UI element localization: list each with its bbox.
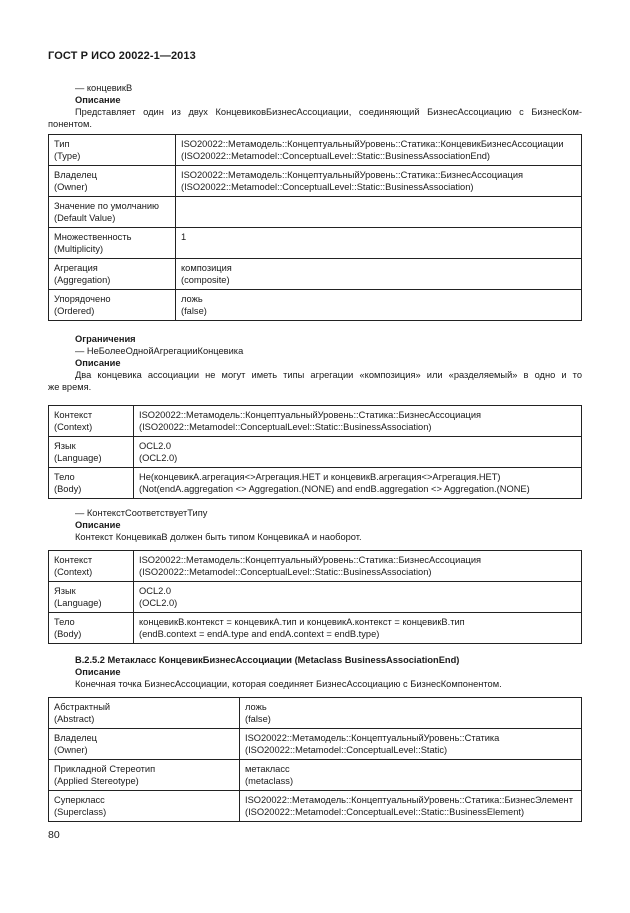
item-title: — концевикВ <box>75 83 133 93</box>
table-row <box>49 791 582 822</box>
table-body <box>49 406 582 499</box>
table-body <box>49 698 582 822</box>
property-value-cell <box>176 259 582 290</box>
property-name-line: Абстрактный <box>54 702 111 712</box>
table-row <box>49 228 582 259</box>
property-value-line: ISO20022::Метамодель::КонцептуальныйУровень::Статика <box>245 733 500 743</box>
property-value-line: композиция <box>181 263 232 273</box>
property-name-cell <box>49 166 176 197</box>
property-name-line: Прикладной Стереотип <box>54 764 156 774</box>
section-end-b <box>48 82 582 130</box>
property-value-line: (metaclass) <box>245 776 294 786</box>
description-text: Конечная точка БизнесАссоциации, которая соединяет БизнесАссоциацию с БизнесКомпонентом. <box>75 679 502 689</box>
property-value-line: (endB.context = endA.type and endA.context = endB.type) <box>139 629 380 639</box>
property-name-cell <box>49 290 176 321</box>
constraints-heading: Ограничения <box>75 334 136 344</box>
property-value-line: (composite) <box>181 275 230 285</box>
property-value-line: OCL2.0 <box>139 441 172 451</box>
property-name-line: (Body) <box>54 629 82 639</box>
description-heading: Описание <box>75 95 121 105</box>
table-row <box>49 406 582 437</box>
property-name-line: Тело <box>54 617 75 627</box>
constraint-table-context <box>48 550 582 644</box>
table-row <box>49 259 582 290</box>
property-value-line <box>181 200 576 212</box>
table-body <box>49 551 582 644</box>
property-name-cell <box>49 406 134 437</box>
property-name-line: (Aggregation) <box>54 275 111 285</box>
property-value-line: ложь <box>181 294 203 304</box>
property-value-cell <box>134 551 582 582</box>
property-name-cell <box>49 729 240 760</box>
section-constraints <box>48 333 582 393</box>
property-name-cell <box>49 197 176 228</box>
property-name-line: (Owner) <box>54 182 88 192</box>
table-row <box>49 166 582 197</box>
property-value-line: ложь <box>245 702 267 712</box>
table-row <box>49 729 582 760</box>
property-name-line: Множественность <box>54 232 132 242</box>
property-name-line: (Context) <box>54 567 93 577</box>
property-name-line: (Context) <box>54 422 93 432</box>
constraint-table-aggregation <box>48 405 582 499</box>
property-name-line: Язык <box>54 586 76 596</box>
property-value-line: (ISO20022::Metamodel::ConceptualLevel::Static::BusinessAssociation) <box>139 422 432 432</box>
property-value-line: (ISO20022::Metamodel::ConceptualLevel::Static) <box>245 745 448 755</box>
property-name-line: (Applied Stereotype) <box>54 776 139 786</box>
property-name-line: Язык <box>54 441 76 451</box>
table-row <box>49 551 582 582</box>
property-value-line: (ISO20022::Metamodel::ConceptualLevel::Static::BusinessElement) <box>245 807 525 817</box>
description-text: Представляет один из двух КонцевиковБизнесАссоциации, соединяющий БизнесАссоциацию с БизнесКом- <box>75 107 582 117</box>
table-row <box>49 290 582 321</box>
property-value-line <box>181 243 576 255</box>
property-name-line: Суперкласс <box>54 795 105 805</box>
table-row <box>49 468 582 499</box>
property-value-line: (false) <box>245 714 271 724</box>
property-value-line: (ISO20022::Metamodel::ConceptualLevel::Static::BusinessAssociation) <box>181 182 474 192</box>
property-name-line: Владелец <box>54 170 98 180</box>
property-value-cell <box>176 135 582 166</box>
property-value-cell <box>134 406 582 437</box>
table-row <box>49 698 582 729</box>
property-value-cell <box>134 582 582 613</box>
property-value-cell <box>240 760 582 791</box>
description-text: понентом. <box>48 119 92 129</box>
property-name-line: (Body) <box>54 484 82 494</box>
property-value-line: ISO20022::Метамодель::КонцептуальныйУровень::Статика::БизнесАссоциация <box>181 170 524 180</box>
description-text: же время. <box>48 382 92 392</box>
item-title: — КонтекстСоответствуетТипу <box>75 508 208 518</box>
property-name-line: (Multiplicity) <box>54 244 104 254</box>
property-name-line: Владелец <box>54 733 98 743</box>
property-name-cell <box>49 135 176 166</box>
property-value-line: концевикВ.контекст = концевикА.тип и концевикА.контекст = концевикВ.тип <box>139 617 465 627</box>
property-name-line: Агрегация <box>54 263 98 273</box>
property-value-cell <box>176 228 582 259</box>
page-number: 80 <box>48 829 60 841</box>
property-name-line: Тип <box>54 139 70 149</box>
property-value-line: (false) <box>181 306 207 316</box>
property-value-cell <box>240 729 582 760</box>
table-row <box>49 613 582 644</box>
property-name-cell <box>49 613 134 644</box>
property-name-cell <box>49 760 240 791</box>
property-name-line: (Ordered) <box>54 306 95 316</box>
property-value-line <box>181 212 576 224</box>
property-value-line: (ISO20022::Metamodel::ConceptualLevel::Static::BusinessAssociationEnd) <box>181 151 491 161</box>
property-value-cell <box>134 468 582 499</box>
property-name-line: Тело <box>54 472 75 482</box>
property-name-line: Контекст <box>54 410 93 420</box>
section-heading: В.2.5.2 Метакласс КонцевикБизнесАссоциации (Metaclass BusinessAssociationEnd) <box>75 655 460 665</box>
property-name-line: (Owner) <box>54 745 88 755</box>
property-value-cell <box>240 698 582 729</box>
properties-table-metaclass <box>48 697 582 822</box>
property-name-cell <box>49 468 134 499</box>
property-name-line: (Superclass) <box>54 807 107 817</box>
property-value-line: ISO20022::Метамодель::КонцептуальныйУровень::Статика::БизнесАссоциация <box>139 410 482 420</box>
table-row <box>49 582 582 613</box>
property-value-line: OCL2.0 <box>139 586 172 596</box>
description-heading: Описание <box>75 358 121 368</box>
property-name-line: (Language) <box>54 453 102 463</box>
property-value-line: (ISO20022::Metamodel::ConceptualLevel::Static::BusinessAssociation) <box>139 567 432 577</box>
property-name-line: (Type) <box>54 151 81 161</box>
property-name-cell <box>49 791 240 822</box>
item-title: — НеБолееОднойАгрегацииКонцевика <box>75 346 244 356</box>
property-value-line: ISO20022::Метамодель::КонцептуальныйУровень::Статика::КонцевикБизнесАссоциации <box>181 139 564 149</box>
table-row <box>49 760 582 791</box>
property-name-line: (Language) <box>54 598 102 608</box>
property-name-line: Контекст <box>54 555 93 565</box>
table-row <box>49 135 582 166</box>
property-name-line: (Default Value) <box>54 213 116 223</box>
property-value-line: (OCL2.0) <box>139 453 178 463</box>
description-text: Два концевика ассоциации не могут иметь типы агрегации «композиция» или «разделяемый» в одно и то <box>75 370 582 380</box>
property-value-line: (OCL2.0) <box>139 598 178 608</box>
property-value-cell <box>134 437 582 468</box>
property-name-cell <box>49 259 176 290</box>
property-value-line: ISO20022::Метамодель::КонцептуальныйУровень::Статика::БизнесЭлемент <box>245 795 573 805</box>
description-heading: Описание <box>75 667 121 677</box>
property-name-line: (Abstract) <box>54 714 95 724</box>
property-value-line: метакласс <box>245 764 290 774</box>
property-name-cell <box>49 551 134 582</box>
document-header: ГОСТ Р ИСО 20022-1—2013 <box>48 50 196 62</box>
table-row <box>49 437 582 468</box>
section-metaclass <box>48 654 582 690</box>
properties-table-end-b <box>48 134 582 321</box>
table-body <box>49 135 582 321</box>
table-row <box>49 197 582 228</box>
property-value-cell <box>176 290 582 321</box>
property-name-line: Упорядочено <box>54 294 111 304</box>
description-heading: Описание <box>75 520 121 530</box>
section-context-matches-type <box>48 507 582 543</box>
property-value-line: (Not(endA.aggregation <> Aggregation.(NONE) and endB.aggregation <> Aggregation.(NONE) <box>139 484 530 494</box>
property-value-cell <box>240 791 582 822</box>
property-name-cell <box>49 437 134 468</box>
property-name-cell <box>49 582 134 613</box>
property-name-cell <box>49 228 176 259</box>
property-name-cell <box>49 698 240 729</box>
property-value-line: 1 <box>181 232 187 242</box>
property-value-line: Не(концевикА.агрегация<>Агрегация.НЕТ и концевикВ.агрегация<>Агрегация.НЕТ) <box>139 472 501 482</box>
property-value-cell <box>176 197 582 228</box>
property-value-cell <box>176 166 582 197</box>
description-text: Контекст КонцевикаВ должен быть типом КонцевикаА и наоборот. <box>75 532 362 542</box>
property-value-line: ISO20022::Метамодель::КонцептуальныйУровень::Статика::БизнесАссоциация <box>139 555 482 565</box>
property-name-line: Значение по умолчанию <box>54 201 160 211</box>
property-value-cell <box>134 613 582 644</box>
